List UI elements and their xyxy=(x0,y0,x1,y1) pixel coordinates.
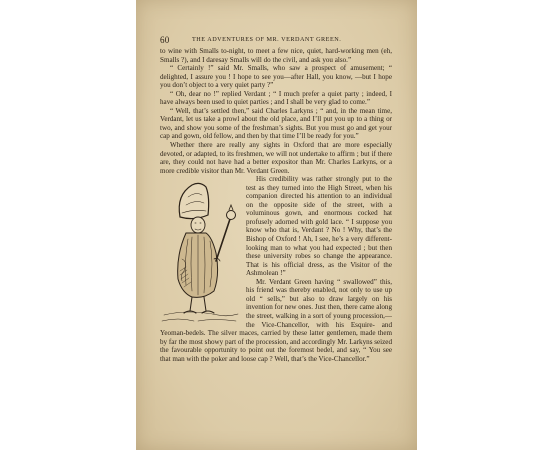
page-number: 60 xyxy=(160,35,170,45)
paragraph-1: to wine with Smalls to-night, to meet a few nice, quiet, hard-working men (eh, Smalls ?), and I daresay Smalls will do the civil, and ask you also.” xyxy=(160,47,392,64)
paragraph-5: Whether there are really any sights in Oxford that are more especially devoted, or adapted, to its freshmen, we will not undertake to affirm ; but if there are, they could not have had a better expositor than Mr. Charles Larkyns, or a more credible visitor than Mr. Verdant Green. xyxy=(160,141,392,175)
running-head: THE ADVENTURES OF MR. VERDANT GREEN. xyxy=(192,36,342,43)
paragraph-2: “ Certainly !” said Mr. Smalls, who saw a prospect of amusement; “ delighted, I assure you ! I hope to see you—after Hall, you know, —but I hope you don’t object to a very quiet party ?” xyxy=(160,64,392,90)
body-text xyxy=(160,47,392,363)
paragraph-7: Mr. Verdant Green having “ swallowed” this, his friend was thereby enabled, not only to use up old “ sells,” but also to draw largely on his invention for new ones. Just then, there came along the street, walking in a sort of young procession,—the Vice-Chancellor, with his Esquire- and Yeoman-bedels. The silver maces, carried by these latter gentlemen, made them by far the most showy part of the procession, and accordingly Mr. Larkyns seized the favourable opportunity to point out the foremost bedel, and say, “ You see that man with the poker and loose cap ? Well, that’s the Vice-Chancellor.” xyxy=(160,277,392,363)
engraving-icon xyxy=(158,175,242,327)
paragraph-3: “ Oh, dear no !” replied Verdant ; “ I much prefer a quiet party ; indeed, I have always been used to quiet parties ; and I shall be very glad to come.” xyxy=(160,89,392,107)
book-page xyxy=(136,0,417,450)
page-header xyxy=(160,35,392,45)
illustration-bedel xyxy=(158,175,242,327)
paragraph-4: “ Well, that’s settled then,” said Charles Larkyns ; “ and, in the mean time, Verdant, let us take a prowl about the old place, and I’ll put you up to a thing or two, and show you some of the freshman’s sights. But you must go and get your cap and gown, old fellow, and then by that time I’ll be ready for you.” xyxy=(160,106,392,141)
paragraph-6: His credibility was rather strongly put to the test as they turned into the High Street, when his companion directed his attention to an individual on the opposite side of the street, with a voluminous gown, and enormous cocked hat profusely adorned with gold lace. “ I suppose you know who that is, Verdant ? No ! Why, that’s the Bishop of Oxford ! Ah, I see, he’s a very different-looking man to what you had expected ; but then these university robes so change the appearance. That is his official dress, as the Visitor of the Ashmolean !” xyxy=(246,175,392,278)
